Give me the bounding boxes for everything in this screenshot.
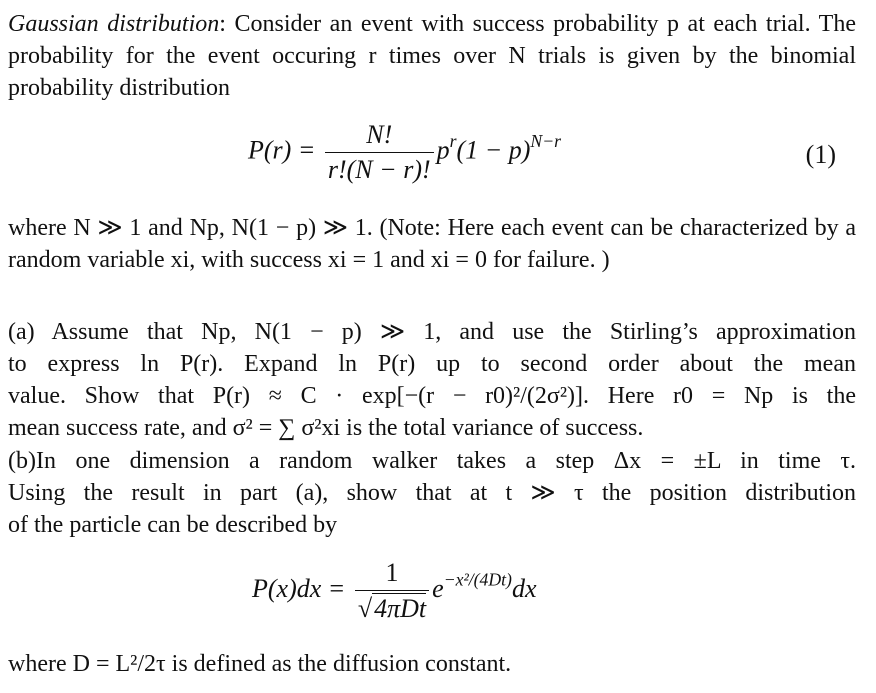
eq1-fraction [325, 120, 434, 185]
eq1-factor-exponent: N−r [530, 130, 561, 151]
sqrt-symbol: √ [357, 594, 373, 623]
eq2-denominator: 4πDt [374, 594, 427, 623]
conditions-paragraph: where N ≫ 1 and Np, N(1 − p) ≫ 1. (Note: Here each event can be characterized by a random variable xi, with success xi = 1 and xi = 0 for failure. ) [8, 215, 856, 273]
eq1-factor: (1 − p) [456, 135, 531, 165]
equation-1 [248, 120, 561, 185]
eq1-base: p [436, 135, 450, 165]
eq1-lhs: P(r) = [248, 135, 316, 165]
intro-paragraph: Gaussian distribution: Consider an event with success probability p at each trial. The probability for the event occuring r times over N trials is given by the binomial probability distribution [8, 11, 856, 101]
eq2-tail: dx [511, 573, 537, 603]
part-b-line-2: Using the result in part (a), show that at t ≫ τ the position distribution [8, 480, 856, 506]
intro-sentence: Consider an event with success probability p at each trial. The probability for the event occuring r times over N trials is given by the binomial probability distribution [8, 11, 856, 101]
eq1-denominator: r!(N − r)! [327, 155, 431, 184]
closing-line: where D = L²/2τ is defined as the diffusion constant. [8, 651, 512, 677]
eq2-fraction [355, 558, 429, 624]
intro-term: Gaussian distribution [8, 11, 220, 37]
part-a-line-4: mean success rate, and σ² = ∑ σ²xi is the total variance of success. [8, 415, 644, 441]
equation-2 [252, 558, 537, 624]
part-a-line-1: (a) Assume that Np, N(1 − p) ≫ 1, and use the Stirling’s approximation [8, 319, 856, 345]
eq1-numerator: N! [325, 120, 434, 153]
part-a-line-2: to express ln P(r). Expand ln P(r) up to second order about the mean [8, 351, 856, 377]
eq1-base-exponent: r [449, 130, 457, 151]
eq2-exp-base: e [432, 573, 444, 603]
eq2-lhs: P(x)dx = [252, 573, 346, 603]
eq2-numerator: 1 [355, 558, 429, 591]
part-a-line-3: value. Show that P(r) ≈ C · exp[−(r − r0)²/(2σ²)]. Here r0 = Np is the [8, 383, 856, 409]
equation-1-number: (1) [805, 140, 836, 169]
eq2-exponent: −x²/(4Dt) [443, 569, 512, 590]
part-b-line-3: of the particle can be described by [8, 512, 338, 538]
part-b-line-1: (b)In one dimension a random walker takes a step Δx = ±L in time τ. [8, 448, 856, 474]
